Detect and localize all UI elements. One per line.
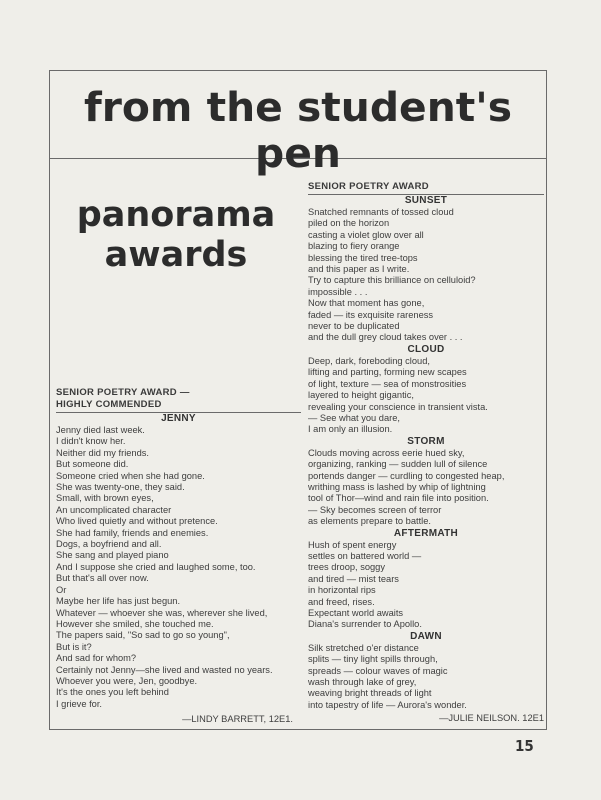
page-number: 15 [515,737,534,755]
poem-line: Snatched remnants of tossed cloud [308,207,454,217]
poem-line: and tired — mist tears [308,573,399,584]
poem-line: Dogs, a boyfriend and all. [56,539,162,550]
poem-line: Who lived quietly and without pretence. [56,516,218,527]
poem-line: and the dull grey cloud takes over . . . [308,332,463,343]
header-band [50,71,546,177]
poem-title-aftermath: AFTERMATH [393,527,459,539]
poem-line: Deep, dark, foreboding cloud, [308,355,430,366]
poem-line: Now that moment has gone, [308,298,425,309]
poem-line: revealing your conscience in transient vista. [308,401,488,412]
poem-line: Certainly not Jenny—she lived and wasted no years. [56,664,273,675]
poem-line: Diana's surrender to Apollo. [308,619,422,630]
poem-line: But someone did. [56,459,129,470]
poem-line: But is it? [56,641,92,652]
poem-line: spreads — colour waves of magic [308,665,448,676]
poem-line: blazing to fiery orange [308,241,400,252]
poem-line: impossible . . . [308,286,368,297]
poem-line: Clouds moving across eerie hued sky, [308,447,465,458]
poem-line: She was twenty-one, they said. [56,482,185,493]
poem-line: And sad for whom? [56,653,137,664]
poem-line: But that's all over now. [56,573,149,584]
poem-line: Someone cried when she had gone. [56,470,205,481]
poem-line: Jenny died last week. [56,425,145,435]
poem-title-jenny: JENNY [161,413,196,424]
poem-line: Whoever you were, Jen, goodbye. [56,675,198,686]
poem-line: Small, with brown eyes, [56,493,154,504]
banner-line-1: panorama [76,195,276,235]
poem-line: It's the ones you left behind [56,687,169,698]
poem-line: and freed, rises. [308,596,375,607]
poem-line: lifting and parting, forming new scapes [308,367,467,378]
poem-body-jenny [56,425,301,710]
poem-line: as elements prepare to battle. [308,516,431,527]
poem-line: wash through lake of grey, [308,677,417,688]
poem-line: tool of Thor—wind and rain file into position. [308,493,489,504]
poem-title-storm: STORM [407,435,445,447]
poem-line: Try to capture this brilliance on celluloid? [308,275,476,286]
poem-line: blessing the tired tree-tops [308,252,418,263]
poem-line: settles on battered world — [308,550,422,561]
poem-sequence [308,195,544,711]
poem-line: weaving bright threads of light [308,688,432,699]
poem-line: Silk stretched o'er distance [308,642,419,653]
poem-line: Expectant world awaits [308,608,404,618]
author-credit: —LINDY BARRETT, 12E1. [182,714,293,725]
right-column [308,181,544,724]
poem-line: and this paper as I write. [308,264,410,275]
poem-line: Maybe her life has just begun. [56,596,181,607]
poem-line: splits — tiny light spills through, [308,654,438,665]
poem-line: writhing mass is lashed by whip of lightning [308,481,486,492]
poem-line: Or [56,584,67,595]
poem-line: — See what you dare, [308,412,400,423]
poem-line: layered to height gigantic, [308,390,414,401]
poem-line: She had family, friends and enemies. [56,527,209,538]
poem-line: never to be duplicated [308,321,400,332]
poem-title-dawn: DAWN [410,630,442,642]
banner-heading [76,195,276,275]
poem-line: I grieve for. [56,698,102,709]
banner-line-2: awards [104,235,248,275]
poem-line: She sang and played piano [56,550,169,561]
poem-line: I didn't know her. [56,436,126,447]
poem-line: I am only an illusion. [308,424,393,435]
poem-line: in horizontal rips [308,585,376,596]
poem-line: casting a violet glow over all [308,229,424,240]
poem-line: piled on the horizon [308,218,390,229]
poem-line: An uncomplicated character [56,504,172,515]
award-heading: SENIOR POETRY AWARD [308,181,429,192]
poem-title-sunset: SUNSET [404,195,448,206]
poem-line: organizing, ranking — sudden lull of silence [308,459,488,470]
poem-title-cloud: CLOUD [407,343,445,355]
poem-line: Whatever — whoever she was, wherever she lived, [56,607,268,618]
poem-line: Hush of spent energy [308,539,397,550]
jenny-section [56,387,301,725]
award-heading-line-2: HIGHLY COMMENDED [56,399,162,410]
poem-line: of light, texture — sea of monstrosities [308,378,467,389]
poem-line: However she smiled, she touched me. [56,618,214,629]
poem-line: into tapestry of life — Aurora's wonder. [308,699,467,710]
poem-line: — Sky becomes screen of terror [308,504,442,515]
author-credit: —JULIE NEILSON. 12E1 [439,713,544,724]
award-heading-line-1: SENIOR POETRY AWARD — [56,387,190,398]
poem-line: Neither did my friends. [56,447,150,458]
poem-line: portends danger — curdling to congested heap, [308,470,505,481]
poem-line: faded — its exquisite rareness [308,309,434,320]
page-title: from the student's pen [83,85,513,177]
poem-line: The papers said, "So sad to go so young", [56,630,230,641]
poem-line: And I suppose she cried and laughed some, too. [56,561,256,572]
content-frame [49,70,547,730]
poem-line: trees droop, soggy [308,562,386,573]
